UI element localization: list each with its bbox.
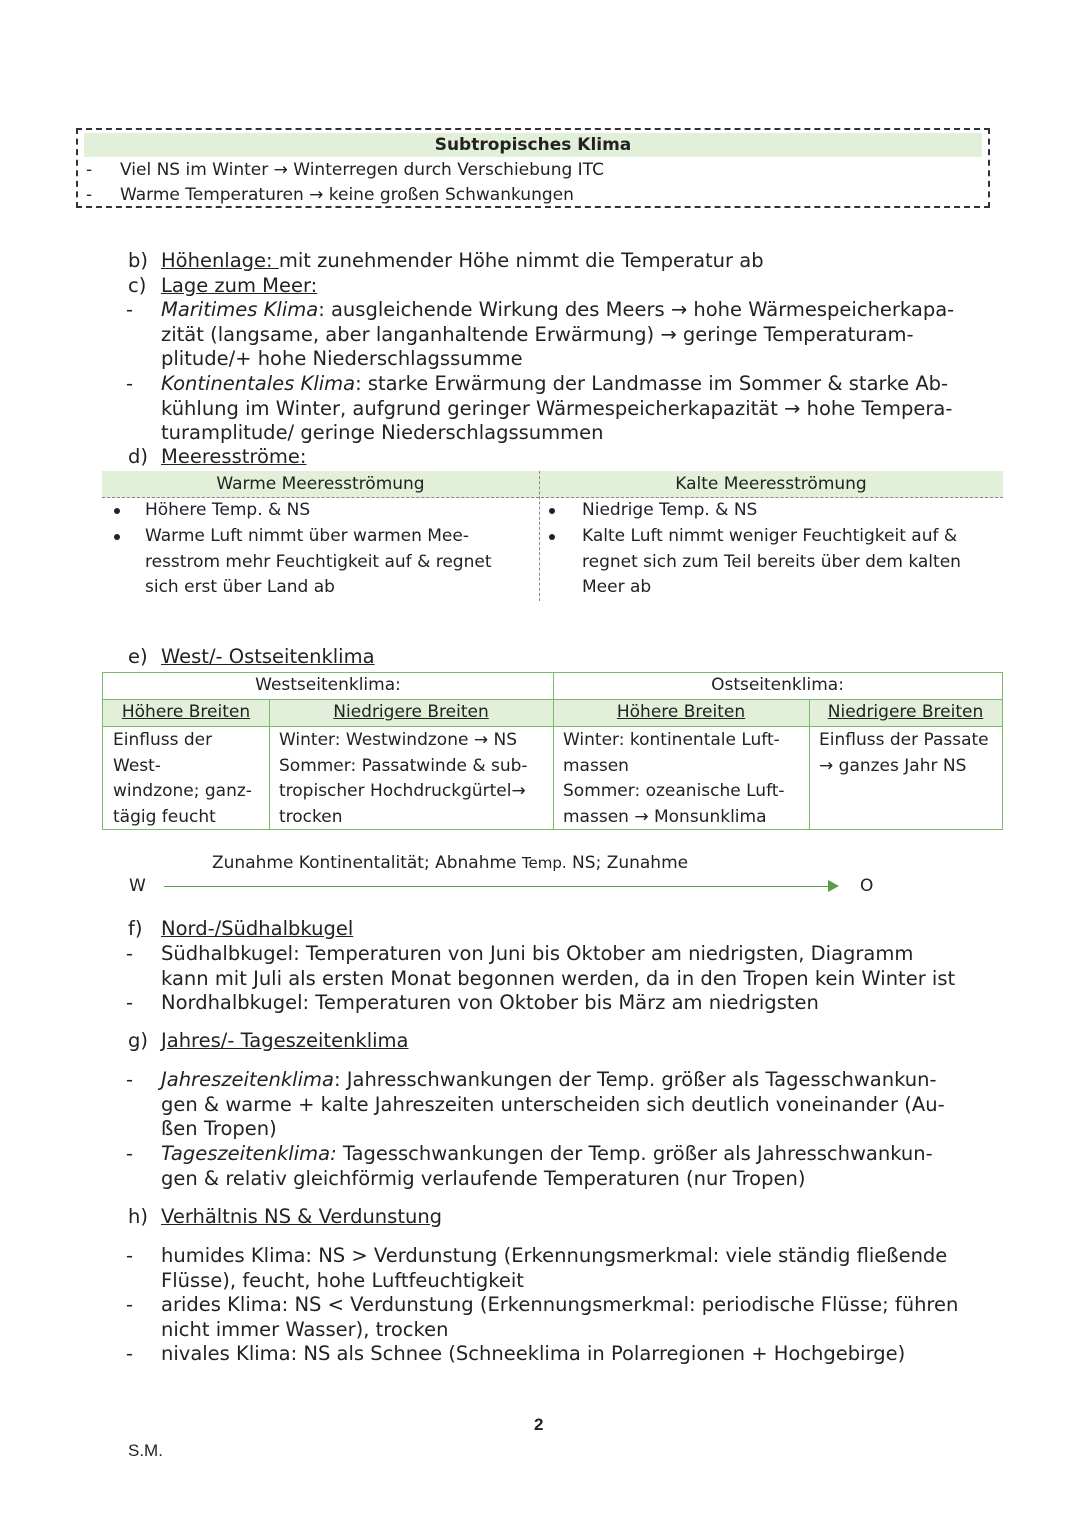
list-item: nivales Klima: NS als Schnee (Schneeklima in Polarregionen + Hochgebirge) <box>161 1342 906 1365</box>
bullet-icon <box>114 508 120 514</box>
bullet-icon <box>549 534 555 540</box>
section-c-label: c) <box>128 274 147 297</box>
subheader-east-higher: Höhere Breiten <box>616 702 746 722</box>
table-cell: Einfluss der West- windzone; ganz- tägig feucht <box>113 730 252 827</box>
warm-item: Höhere Temp. & NS <box>145 500 311 520</box>
season-term: Jahreszeitenklima <box>161 1068 334 1091</box>
subtropical-title: Subtropisches Klima <box>84 133 982 157</box>
list-item: arides Klima: NS < Verdunstung (Erkennungsmerkmal: periodische Flüsse; führen <box>161 1293 959 1316</box>
section-f-heading: Nord-/Südhalbkugel <box>161 917 354 940</box>
cold-item: Niedrige Temp. & NS <box>582 500 758 520</box>
list-item: Flüsse), feucht, hohe Luftfeuchtigkeit <box>161 1268 524 1292</box>
maritime-text: zität (langsame, aber langanhaltende Erwärmung) → geringe Temperaturam- <box>161 322 914 346</box>
season-text: ßen Tropen) <box>161 1117 277 1140</box>
section-b <box>128 249 764 274</box>
subtropical-box <box>76 128 990 208</box>
section-b-heading: Höhenlage: <box>161 249 279 272</box>
arrow-west-label: W <box>129 876 146 896</box>
continental-text: turamplitude/ geringe Niederschlagssummen <box>161 421 604 444</box>
section-c <box>128 274 318 299</box>
maritime-term: Maritimes Klima <box>161 298 319 321</box>
section-d <box>128 445 307 470</box>
page-number: 2 <box>534 1415 544 1434</box>
section-d-heading: Meeresströme: <box>161 445 307 468</box>
table-cell: Winter: kontinentale Luft- massen Sommer: ozeanische Luft- massen → Monsunklima <box>563 730 785 827</box>
subheader-east-lower: Niedrigere Breiten <box>827 702 984 722</box>
continental-text: kühlung im Winter, aufgrund geringer Wärmespeicherkapazität → hohe Tempera- <box>161 396 953 420</box>
bullet-icon <box>114 534 120 540</box>
warm-item: resstrom mehr Feuchtigkeit auf & regnet <box>145 551 492 572</box>
warm-item: Warme Luft nimmt über warmen Mee- <box>145 526 469 546</box>
section-g <box>128 1029 409 1054</box>
section-e-heading: West/- Ostseitenklima <box>161 645 375 668</box>
list-dash: - <box>86 185 93 205</box>
cold-item: Meer ab <box>582 577 652 597</box>
list-item: Nordhalbkugel: Temperaturen von Oktober bis März am niedrigsten <box>161 991 819 1014</box>
cold-item: Kalte Luft nimmt weniger Feuchtigkeit auf & <box>582 526 958 546</box>
list-dash: - <box>86 160 93 180</box>
section-f <box>128 917 354 942</box>
section-g-label: g) <box>128 1029 148 1052</box>
warm-current-header: Warme Meeresströmung <box>216 474 425 494</box>
section-h <box>128 1205 443 1230</box>
continental-text: : starke Erwärmung der Landmasse im Sommer & starke Ab- <box>355 372 949 395</box>
cold-current-header: Kalte Meeresströmung <box>675 474 867 494</box>
ocean-current-table <box>102 471 1003 601</box>
continental-term: Kontinentales Klima <box>161 372 356 395</box>
subheader-west-higher: Höhere Breiten <box>121 702 251 722</box>
arrow-east-label: O <box>860 876 874 896</box>
daytime-term: Tageszeitenklima: <box>161 1142 337 1165</box>
section-c-heading: Lage zum Meer: <box>161 274 318 297</box>
maritime-text: : ausgleichende Wirkung des Meers → hohe Wärmespeicherkapa- <box>318 298 955 321</box>
warm-item: sich erst über Land ab <box>145 577 335 597</box>
list-item: Südhalbkugel: Temperaturen von Juni bis Oktober am niedrigsten, Diagramm <box>161 942 914 965</box>
subtropical-line-text: Viel NS im Winter → Winterregen durch Verschiebung ITC <box>120 160 604 180</box>
section-g-heading: Jahres/- Tageszeitenklima <box>161 1029 409 1052</box>
author-initials: S.M. <box>128 1441 163 1460</box>
arrow-right-icon <box>828 880 839 892</box>
section-b-label: b) <box>128 249 148 272</box>
daytime-text: gen & relativ gleichförmig verlaufende Temperaturen (nur Tropen) <box>161 1166 806 1190</box>
section-b-text: mit zunehmender Höhe nimmt die Temperatur ab <box>278 249 764 272</box>
side-climate-table <box>102 672 1003 830</box>
section-h-heading: Verhältnis NS & Verdunstung <box>161 1205 443 1228</box>
arrow-caption: Zunahme Kontinentalität; Abnahme Temp. NS; Zunahme <box>212 853 689 873</box>
section-e-label: e) <box>128 645 148 668</box>
section-f-label: f) <box>128 917 143 940</box>
section-h-label: h) <box>128 1205 148 1228</box>
maritime-text: plitude/+ hohe Niederschlagssumme <box>161 347 523 370</box>
column-divider <box>539 471 540 601</box>
table-cell: Einfluss der Passate → ganzes Jahr NS <box>819 730 989 776</box>
table-cell: Winter: Westwindzone → NS Sommer: Passatwinde & sub- tropischer Hochdruckgürtel→ trocken <box>279 730 528 827</box>
subheader-west-lower: Niedrigere Breiten <box>333 702 489 722</box>
arrow-line <box>164 886 832 887</box>
cold-item: regnet sich zum Teil bereits über dem kalten <box>582 551 961 572</box>
subtropical-line-text: Warme Temperaturen → keine großen Schwankungen <box>120 185 574 205</box>
bullet-icon <box>549 508 555 514</box>
season-text: gen & warme + kalte Jahreszeiten unterscheiden sich deutlich voneinander (Au- <box>161 1092 945 1116</box>
east-side-header: Ostseitenklima: <box>711 675 844 695</box>
list-item: nicht immer Wasser), trocken <box>161 1317 449 1341</box>
list-item: humides Klima: NS > Verdunstung (Erkennungsmerkmal: viele ständig fließende <box>161 1244 948 1267</box>
section-e <box>128 645 375 670</box>
list-item: kann mit Juli als ersten Monat begonnen werden, da in den Tropen kein Winter ist <box>161 966 956 990</box>
west-side-header: Westseitenklima: <box>255 675 401 695</box>
section-d-label: d) <box>128 445 148 468</box>
